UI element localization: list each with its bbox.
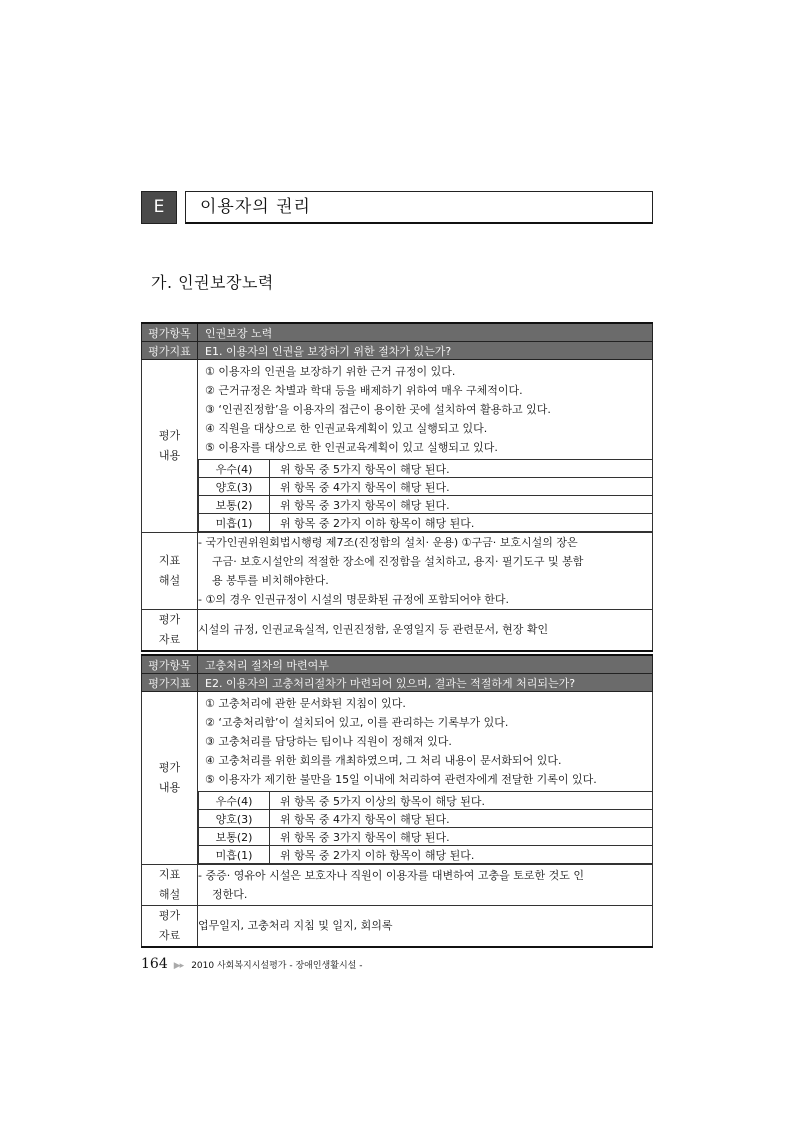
grade-label: 양호(3) <box>199 810 270 828</box>
criteria-row <box>142 360 653 533</box>
criteria-item: ③ 고충처리를 담당하는 팀이나 직원이 정해져 있다. <box>205 735 452 748</box>
label-line: 내용 <box>158 781 181 794</box>
grade-description: 위 항목 중 2가지 이하 항목이 해당 된다. <box>270 514 653 532</box>
content-label <box>142 360 198 533</box>
grade-label: 미흡(1) <box>199 514 270 532</box>
explanation-label <box>142 533 198 610</box>
resource-label <box>142 906 198 948</box>
page-number: 164 <box>141 956 168 972</box>
grade-table <box>198 459 652 532</box>
evaluation-table <box>141 654 653 948</box>
resource-value: 시설의 규정, 인권교육실적, 인권진정함, 운영일지 등 관련문서, 현장 확인 <box>198 610 653 652</box>
table-header-row <box>142 674 653 692</box>
criteria-item: ① 고충처리에 관한 문서화된 지침이 있다. <box>205 697 406 710</box>
criteria-item: ④ 직원을 대상으로 한 인권교육계획이 있고 실행되고 있다. <box>205 422 488 435</box>
criteria-item: ⑤ 이용자를 대상으로 한 인권교육계획이 있고 실행되고 있다. <box>205 441 498 454</box>
section-letter-badge: E <box>141 191 177 224</box>
label-line: 지표 <box>158 868 181 881</box>
grade-label: 보통(2) <box>199 828 270 846</box>
grade-row <box>199 514 653 532</box>
page-footer <box>141 956 362 972</box>
grade-description: 위 항목 중 5가지 이상의 항목이 해당 된다. <box>270 792 653 810</box>
label-line: 평가 <box>158 429 181 442</box>
label-line: 해설 <box>158 888 181 901</box>
criteria-list <box>198 360 652 459</box>
explanation-line: 용 봉투를 비치해야한다. <box>212 574 329 587</box>
arrow-icon: ▶▸ <box>173 961 184 971</box>
footer-text: 2010 사회복지시설평가 - 장애인생활시설 - <box>191 961 363 971</box>
grade-label: 보통(2) <box>199 496 270 514</box>
grade-description: 위 항목 중 2가지 이하 항목이 해당 된다. <box>270 846 653 864</box>
grade-row <box>199 828 653 846</box>
header-label: 평가지표 <box>142 674 198 692</box>
label-line: 해설 <box>158 574 181 587</box>
label-line: 자료 <box>158 633 181 646</box>
section-header <box>141 191 653 223</box>
explanation-cell <box>198 533 653 610</box>
criteria-item: ① 이용자의 인권을 보장하기 위한 근거 규정이 있다. <box>205 365 456 378</box>
section-title-box <box>185 191 653 224</box>
sub-heading: 가. 인권보장노력 <box>151 273 274 292</box>
grade-label: 우수(4) <box>199 460 270 478</box>
criteria-item: ⑤ 이용자가 제기한 불만을 15일 이내에 처리하여 관련자에게 전달한 기록이 있다. <box>205 773 597 786</box>
grade-description: 위 항목 중 3가지 항목이 해당 된다. <box>270 828 653 846</box>
grade-description: 위 항목 중 4가지 항목이 해당 된다. <box>270 810 653 828</box>
explanation-label <box>142 865 198 906</box>
explanation-row <box>142 533 653 610</box>
resource-row <box>142 906 653 948</box>
grade-row <box>199 846 653 864</box>
explanation-line: 정한다. <box>212 888 248 901</box>
criteria-item: ② ‘고충처리함’이 설치되어 있고, 이를 관리하는 기록부가 있다. <box>205 716 509 729</box>
grade-label: 우수(4) <box>199 792 270 810</box>
explanation-cell <box>198 865 653 906</box>
label-line: 평가 <box>158 613 181 626</box>
explanation-row <box>142 865 653 906</box>
grade-label: 미흡(1) <box>199 846 270 864</box>
grade-table <box>198 791 652 864</box>
evaluation-table <box>141 322 653 652</box>
criteria-item: ③ ‘인권진정함’을 이용자의 접근이 용이한 곳에 설치하여 활용하고 있다. <box>205 403 551 416</box>
label-line: 자료 <box>158 929 181 942</box>
grade-description: 위 항목 중 5가지 항목이 해당 된다. <box>270 460 653 478</box>
header-label: 평가항목 <box>142 655 198 674</box>
header-label: 평가지표 <box>142 342 198 360</box>
criteria-cell <box>198 360 653 533</box>
resource-label <box>142 610 198 652</box>
label-line: 지표 <box>158 554 181 567</box>
criteria-item: ② 근거규정은 차별과 학대 등을 배제하기 위하여 매우 구체적이다. <box>205 384 523 397</box>
section-title: 이용자의 권리 <box>200 197 311 217</box>
table-header-row <box>142 342 653 360</box>
label-line: 평가 <box>158 761 181 774</box>
resource-row <box>142 610 653 652</box>
table-header-row <box>142 323 653 342</box>
table-header-row <box>142 655 653 674</box>
criteria-list <box>198 692 652 791</box>
content-label <box>142 692 198 865</box>
header-value: E2. 이용자의 고충처리절차가 마련되어 있으며, 결과는 적절하게 처리되는가? <box>198 674 653 692</box>
label-line: 평가 <box>158 909 181 922</box>
grade-row <box>199 810 653 828</box>
grade-description: 위 항목 중 3가지 항목이 해당 된다. <box>270 496 653 514</box>
explanation-line: - ①의 경우 인권규정이 시설의 명문화된 규정에 포함되어야 한다. <box>198 593 509 606</box>
grade-row <box>199 460 653 478</box>
explanation-line: - 중증· 영유아 시설은 보호자나 직원이 이용자를 대변하여 고충을 토로한 것도 인 <box>198 869 584 882</box>
header-label: 평가항목 <box>142 323 198 342</box>
explanation-line: 구금· 보호시설안의 적절한 장소에 진정함을 설치하고, 용지· 필기도구 및 봉함 <box>212 555 584 568</box>
criteria-item: ④ 고충처리를 위한 회의를 개최하였으며, 그 처리 내용이 문서화되어 있다. <box>205 754 562 767</box>
grade-description: 위 항목 중 4가지 항목이 해당 된다. <box>270 478 653 496</box>
grade-row <box>199 496 653 514</box>
label-line: 내용 <box>158 449 181 462</box>
header-value: 고충처리 절차의 마련여부 <box>198 655 653 674</box>
header-value: 인권보장 노력 <box>198 323 653 342</box>
header-value: E1. 이용자의 인권을 보장하기 위한 절차가 있는가? <box>198 342 653 360</box>
grade-row <box>199 478 653 496</box>
grade-row <box>199 792 653 810</box>
resource-value: 업무일지, 고충처리 지침 및 일지, 회의록 <box>198 906 653 948</box>
explanation-line: - 국가인권위원회법시행령 제7조(진정함의 설치· 운용) ①구금· 보호시설의 장은 <box>198 536 578 549</box>
criteria-cell <box>198 692 653 865</box>
grade-label: 양호(3) <box>199 478 270 496</box>
criteria-row <box>142 692 653 865</box>
